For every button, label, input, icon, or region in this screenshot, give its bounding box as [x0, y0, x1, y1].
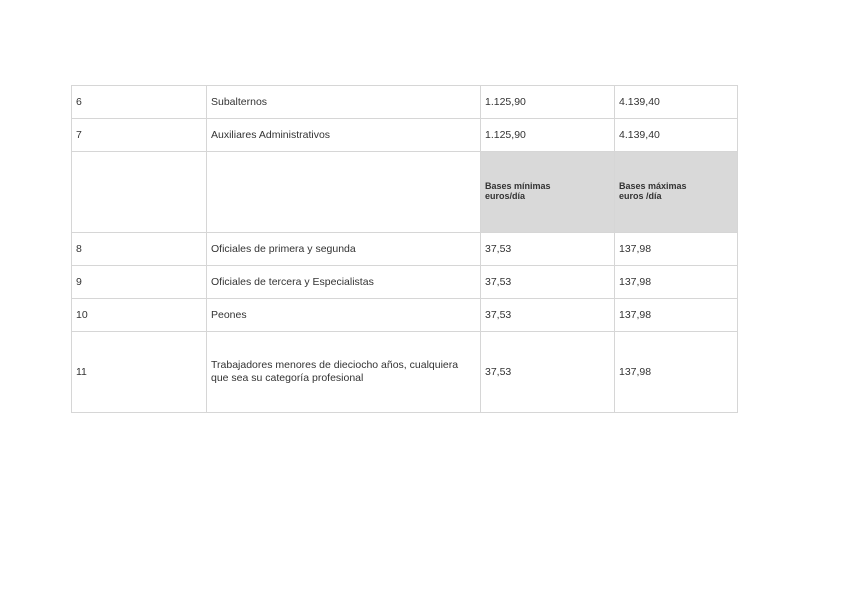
table-row: [72, 233, 738, 266]
max-base-cell: 4.139,40: [615, 86, 738, 119]
category-cell: Trabajadores menores de dieciocho años, cualquiera que sea su categoría profesional: [207, 332, 481, 413]
table-row: [72, 332, 738, 413]
table-row: [72, 266, 738, 299]
max-base-cell: 137,98: [615, 299, 738, 332]
max-base-cell: 137,98: [615, 266, 738, 299]
category-cell: Subalternos: [207, 86, 481, 119]
min-base-cell: 37,53: [481, 332, 615, 413]
min-bases-header-line2: euros/día: [485, 191, 526, 201]
max-bases-header-line2: euros /día: [619, 191, 662, 201]
group-cell: 7: [72, 119, 207, 152]
category-cell: Auxiliares Administrativos: [207, 119, 481, 152]
min-bases-header: [481, 152, 615, 233]
table-row: [72, 299, 738, 332]
min-bases-header-line1: Bases mínimas: [485, 181, 551, 192]
table-row: [72, 119, 738, 152]
group-cell: 10: [72, 299, 207, 332]
empty-cell: [207, 152, 481, 233]
empty-cell: [72, 152, 207, 233]
min-base-cell: 37,53: [481, 299, 615, 332]
min-base-cell: 37,53: [481, 266, 615, 299]
max-base-cell: 137,98: [615, 233, 738, 266]
min-base-cell: 1.125,90: [481, 86, 615, 119]
group-cell: 11: [72, 332, 207, 413]
category-cell: Oficiales de tercera y Especialistas: [207, 266, 481, 299]
group-cell: 9: [72, 266, 207, 299]
min-base-cell: 37,53: [481, 233, 615, 266]
min-base-cell: 1.125,90: [481, 119, 615, 152]
max-base-cell: 137,98: [615, 332, 738, 413]
category-cell: Peones: [207, 299, 481, 332]
table-row: [72, 86, 738, 119]
group-cell: 6: [72, 86, 207, 119]
max-base-cell: 4.139,40: [615, 119, 738, 152]
category-cell: Oficiales de primera y segunda: [207, 233, 481, 266]
max-bases-header: [615, 152, 738, 233]
group-cell: 8: [72, 233, 207, 266]
contribution-bases-table: [71, 85, 738, 413]
max-bases-header-line1: Bases máximas: [619, 181, 687, 192]
subheader-row: [72, 152, 738, 233]
